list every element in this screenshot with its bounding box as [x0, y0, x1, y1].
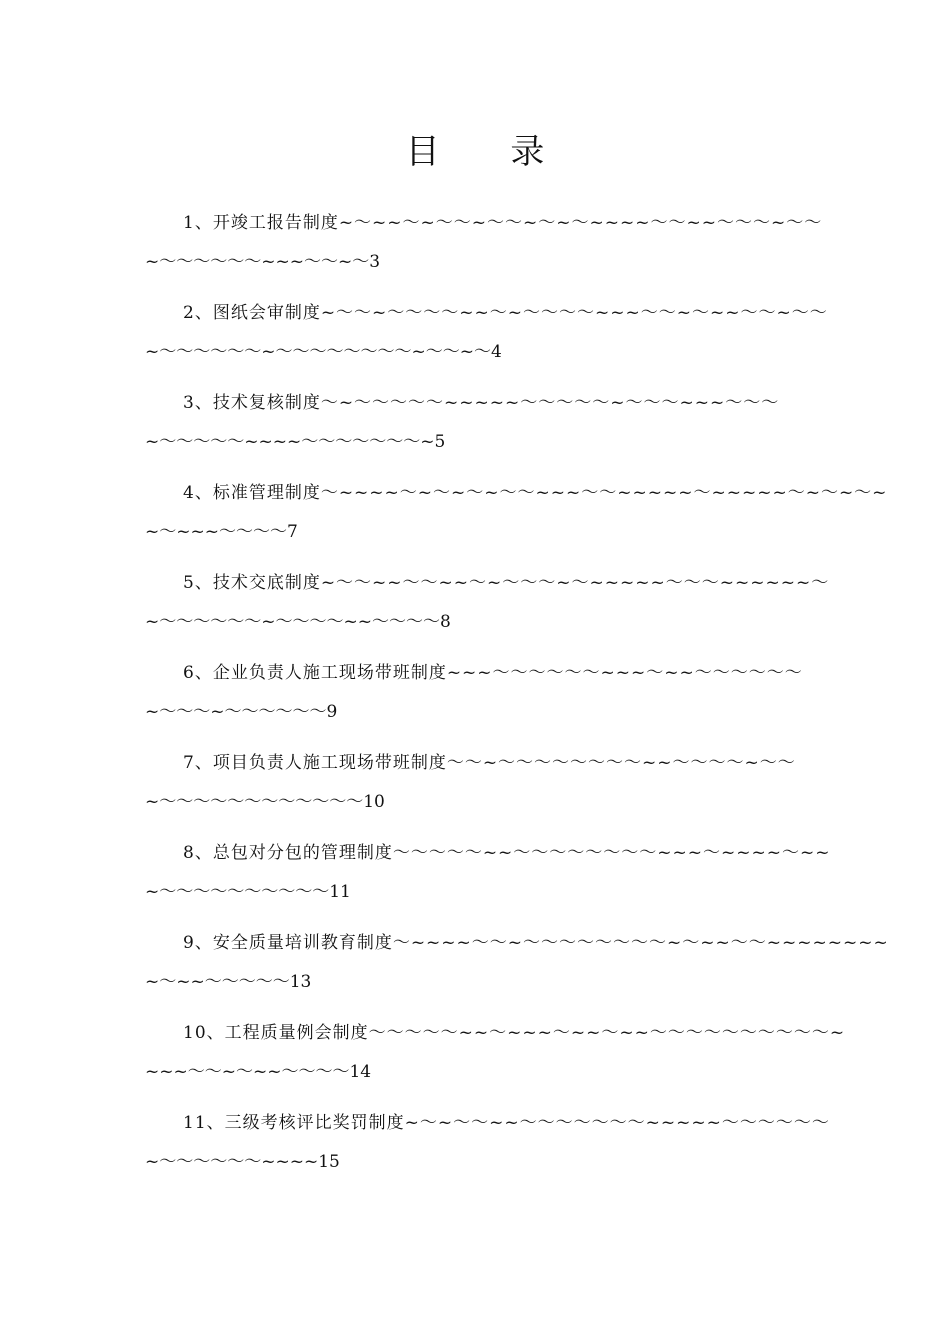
- toc-entry[interactable]: [145, 658, 805, 748]
- toc-entry-page: ~～~~～～～～～13: [145, 972, 312, 992]
- toc-entry[interactable]: [145, 1018, 846, 1108]
- toc-entry-title: 5、技术交底制度~～～~~～～~~～~～～～~～~~~~~～～～~~~~~~～: [183, 573, 830, 593]
- toc-entry-title: 1、开竣工报告制度~～~~～~～～~～～~～~～~~~~～～~~～～～~～～: [183, 213, 823, 233]
- toc-entry-title: 7、项目负责人施工现场带班制度～～~～～～～～～～～~~～～～～~～～: [183, 753, 796, 773]
- toc-entry[interactable]: [145, 298, 828, 388]
- toc-entry[interactable]: [145, 838, 831, 928]
- toc-entry[interactable]: [145, 208, 823, 298]
- toc-entry[interactable]: [145, 478, 888, 568]
- toc-entry-title: 4、标准管理制度～~~~~～~～~～~～～~~~～～~~~~~～~~~~~～~～~～~: [183, 483, 888, 503]
- toc-entry[interactable]: [145, 748, 805, 838]
- toc-entry-title: 3、技术复核制度～~～～～～～~~~~~～～～～～~～～～~~~～～～: [183, 393, 780, 413]
- toc-entry-title: 9、安全质量培训教育制度～~~~~～～~～～～～～～～～~～~~～～~~~~~~~~: [183, 933, 889, 953]
- toc-entry-title: 8、总包对分包的管理制度～～～～～~~～～～～～～～～~~~～~~~~～~~: [183, 843, 831, 863]
- toc-entry[interactable]: [145, 928, 889, 1018]
- toc-entry-page: ~～～～～～～~～～～～~~～～～～8: [145, 612, 451, 632]
- toc-entry-title: 10、工程质量例会制度～～～～～~~～~~~～~~～~~～～～～～～～～～～~: [183, 1023, 846, 1043]
- toc-entry-page: ~～～～～～～～～～～～～10: [145, 792, 385, 812]
- toc-entry[interactable]: [145, 388, 805, 478]
- toc-entry-page: ~～～～～～～~~~~15: [145, 1152, 340, 1172]
- toc-entry-title: 6、企业负责人施工现场带班制度~~~～～～～～～~~~～~~～～～～～～: [183, 663, 803, 683]
- toc-entry-page: ~～～～～～～~~~～～~～3: [145, 252, 381, 272]
- toc-entry-page: ~～～～~～～～～～～9: [145, 702, 338, 722]
- toc-entry-title: 11、三级考核评比奖罚制度~～~～～~~～～～～～～～~~~~~～～～～～～: [183, 1113, 830, 1133]
- toc-entry-page: ~～～～～～～～～～～11: [145, 882, 351, 902]
- toc-entry-title: 2、图纸会审制度~～～~～～～～~~～~～～～～~~~～～~～~~～～~～～: [183, 303, 828, 323]
- toc-entry[interactable]: [145, 568, 830, 658]
- toc-entry-page: ~~~～～~～~~～～～～14: [145, 1062, 372, 1082]
- toc-entry[interactable]: [145, 1108, 830, 1198]
- toc-entry-page: ~～～～～～～~～～～～～～～～~～～~～4: [145, 342, 502, 362]
- table-of-contents: [145, 208, 889, 1198]
- toc-entry-page: ~～～～～～~~~~～～～～～～～~5: [145, 432, 446, 452]
- page-title: 目 录: [405, 132, 575, 172]
- toc-entry-page: ~～~~~～～～～7: [145, 522, 298, 542]
